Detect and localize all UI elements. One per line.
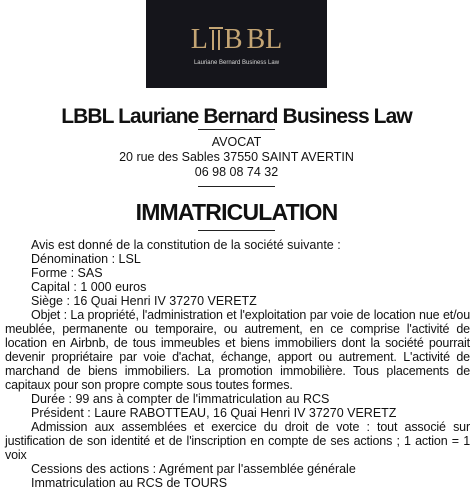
notice-denomination: Dénomination : LSL [31, 252, 141, 266]
notice-duree: Durée : 99 ans à compter de l'immatriculation au RCS [31, 392, 330, 406]
monogram-mid: B [223, 24, 243, 55]
notice-rcs: Immatriculation au RCS de TOURS [31, 476, 228, 490]
firm-logo [146, 0, 327, 88]
notice-admission: Admission aux assemblées et exercice du droit de vote : tout associé sur justification de son identité et de l'inscription en compte de ses actions ; 1 action = 1 voix [5, 420, 470, 462]
monogram-right: BL [246, 24, 283, 55]
notice-body [5, 238, 470, 490]
pillar-icon [209, 26, 223, 52]
divider-top [198, 129, 275, 130]
firm-name: LBBL Lauriane Bernard Business Law [61, 105, 412, 128]
notice-capital: Capital : 1 000 euros [31, 280, 147, 294]
firm-phone: 06 98 08 74 32 [194, 165, 279, 179]
firm-address: 20 rue des Sables 37550 SAINT AVERTIN [119, 150, 354, 164]
notice-cessions: Cessions des actions : Agrément par l'assemblée générale [31, 462, 356, 476]
notice-objet: Objet : La propriété, l'administration et l'exploitation par voie de location nue et/ou meublée, permanente ou temporaire, ou autrement, en ce comprise l'activité de location en Airbnb, de tous immeubles et biens immobiliers dont la société pourrait devenir propriétaire par voie d'achat, échange, apport ou autrement. L'activité de marchand de biens immobiliers. La promotion immobilière. Tous placements de capitaux pour son propre compte sous toutes formes. [5, 308, 470, 392]
notice-forme: Forme : SAS [31, 266, 103, 280]
divider-middle [198, 186, 275, 187]
logo-monogram [146, 26, 327, 54]
notice-heading: IMMATRICULATION [135, 199, 338, 225]
monogram-left: L [190, 24, 208, 55]
firm-title: AVOCAT [211, 135, 262, 149]
divider-bottom [198, 230, 275, 231]
notice-intro: Avis est donné de la constitution de la société suivante : [31, 238, 341, 252]
notice-president: Président : Laure RABOTTEAU, 16 Quai Henri IV 37270 VERETZ [31, 406, 397, 420]
logo-tagline: Lauriane Bernard Business Law [193, 60, 280, 66]
notice-siege: Siège : 16 Quai Henri IV 37270 VERETZ [31, 294, 257, 308]
